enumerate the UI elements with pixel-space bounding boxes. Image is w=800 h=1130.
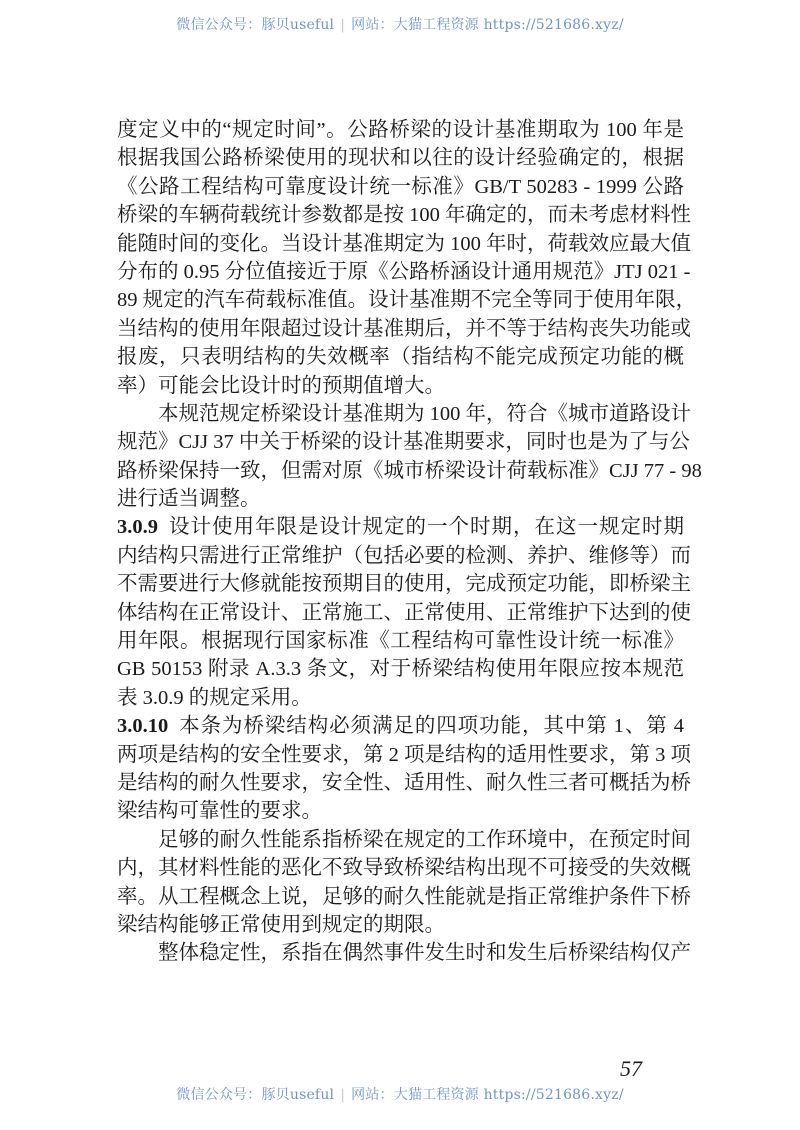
clause-3-0-9 — [117, 513, 684, 541]
text-line: 89 规定的汽车荷载标准值。设计基准期不完全等同于使用年限， — [117, 289, 697, 312]
text-line: 度定义中的“规定时间”。公路桥梁的设计基准期取为 100 年是 — [117, 119, 684, 141]
watermark-wechat: 微信公众号：豚贝useful — [176, 17, 335, 33]
text-line: 梁结构可靠性的要求。 — [117, 800, 322, 823]
text-line: GB 50153 附录 A.3.3 条文，对于桥梁结构使用年限应按本规范 — [117, 658, 684, 681]
text-line: 《公路工程结构可靠度设计统一标准》GB/T 50283 - 1999 公路 — [117, 175, 684, 198]
text-line: 率）可能会比设计时的预期值增大。 — [117, 374, 445, 397]
text-line: 规范》CJJ 37 中关于桥梁的设计基准期要求，同时也是为了与公 — [117, 431, 690, 454]
text-line: 体结构在正常设计、正常施工、正常使用、正常维护下达到的使 — [117, 601, 691, 624]
text-line: 两项是结构的安全性要求，第 2 项是结构的适用性要求，第 3 项 — [117, 743, 691, 766]
watermark-website: 网站：大猫工程资源 https://521686.xyz/ — [351, 17, 624, 33]
text-line: 足够的耐久性能系指桥梁在规定的工作环境中，在预定时间 — [158, 828, 691, 851]
watermark-website: 网站：大猫工程资源 https://521686.xyz/ — [351, 1087, 624, 1103]
watermark-separator: | — [340, 17, 346, 33]
watermark-wechat: 微信公众号：豚贝useful — [176, 1087, 335, 1103]
clause-3-0-10 — [117, 712, 684, 740]
text-line: 用年限。根据现行国家标准《工程结构可靠性设计统一标准》 — [117, 630, 684, 653]
text-line: 设计使用年限是设计规定的一个时期，在这一规定时期 — [168, 516, 684, 539]
text-line: 分布的 0.95 分位值接近于原《公路桥涵设计通用规范》JTJ 021 - — [117, 260, 691, 283]
text-line: 本规范规定桥梁设计基准期为 100 年，符合《城市道路设计 — [158, 402, 691, 425]
watermark-separator: | — [340, 1087, 346, 1103]
watermark-header — [0, 14, 800, 34]
text-line: 是结构的耐久性要求，安全性、适用性、耐久性三者可概括为桥 — [117, 771, 691, 794]
text-line: 能随时间的变化。当设计基准期定为 100 年时，荷载效应最大值 — [117, 232, 691, 255]
clause-number: 3.0.10 — [117, 715, 169, 738]
text-line: 进行适当调整。 — [117, 488, 261, 511]
text-line: 桥梁的车辆荷载统计参数都是按 100 年确定的，而未考虑材料性 — [117, 204, 691, 227]
text-line: 根据我国公路桥梁使用的现状和以往的设计经验确定的，根据 — [117, 147, 684, 170]
text-line: 报废，只表明结构的失效概率（指结构不能完成预定功能的概 — [117, 346, 684, 369]
text-line: 本条为桥梁结构必须满足的四项功能，其中第 1、第 4 — [178, 715, 684, 738]
watermark-footer — [0, 1084, 800, 1104]
text-line: 路桥梁保持一致，但需对原《城市桥梁设计荷载标准》CJJ 77 - 98 — [117, 459, 702, 482]
text-line: 梁结构能够正常使用到规定的期限。 — [117, 913, 445, 936]
document-body — [117, 116, 702, 968]
text-line: 内结构只需进行正常维护（包括必要的检测、养护、维修等）而 — [117, 544, 691, 567]
text-line: 表 3.0.9 的规定采用。 — [117, 686, 312, 709]
text-line: 整体稳定性，系指在偶然事件发生时和发生后桥梁结构仅产 — [158, 942, 691, 965]
text-line: 不需要进行大修就能按预期目的使用，完成预定功能，即桥梁主 — [117, 573, 691, 596]
text-line: 内，其材料性能的恶化不致导致桥梁结构出现不可接受的失效概 — [117, 857, 691, 880]
text-line: 当结构的使用年限超过设计基准期后，并不等于结构丧失功能或 — [117, 317, 691, 340]
page-number: 57 — [620, 1056, 642, 1081]
text-line: 率。从工程概念上说，足够的耐久性能就是指正常维护条件下桥 — [117, 885, 691, 908]
clause-number: 3.0.9 — [117, 516, 158, 539]
